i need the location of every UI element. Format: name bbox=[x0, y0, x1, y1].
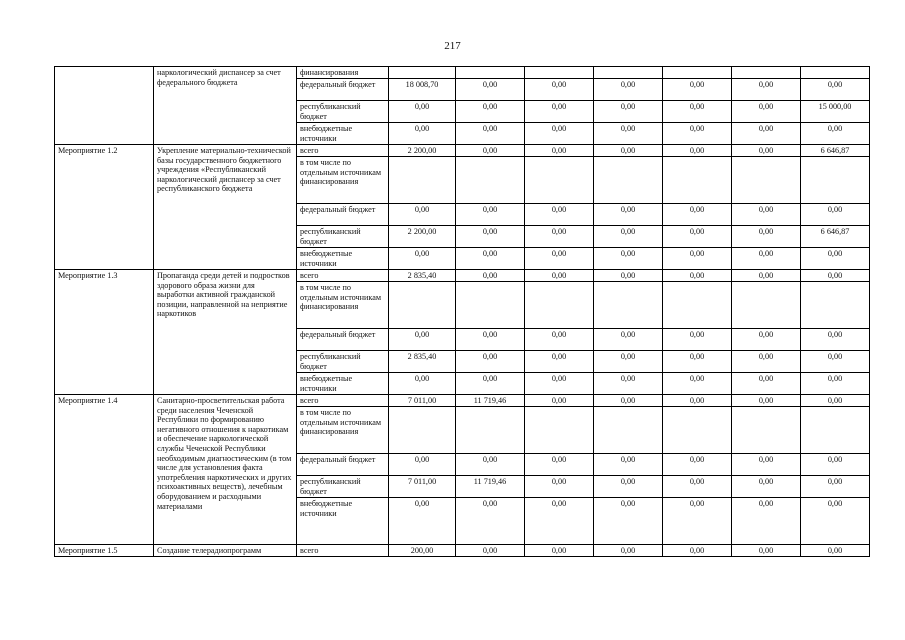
amount-cell bbox=[525, 157, 594, 204]
amount-cell: 0,00 bbox=[594, 270, 663, 282]
amount-cell: 0,00 bbox=[525, 270, 594, 282]
amount-cell: 0,00 bbox=[525, 329, 594, 351]
amount-cell: 0,00 bbox=[732, 123, 801, 145]
amount-cell: 0,00 bbox=[456, 123, 525, 145]
budget-table bbox=[54, 66, 870, 557]
amount-cell: 0,00 bbox=[456, 248, 525, 270]
amount-cell bbox=[663, 282, 732, 329]
amount-cell: 0,00 bbox=[594, 145, 663, 157]
amount-cell bbox=[389, 407, 456, 454]
funding-source: всего bbox=[297, 395, 389, 407]
amount-cell: 0,00 bbox=[663, 545, 732, 557]
amount-cell: 0,00 bbox=[594, 498, 663, 545]
amount-cell: 0,00 bbox=[663, 329, 732, 351]
amount-cell: 0,00 bbox=[594, 454, 663, 476]
amount-cell: 0,00 bbox=[594, 351, 663, 373]
amount-cell: 0,00 bbox=[525, 498, 594, 545]
amount-cell: 0,00 bbox=[663, 454, 732, 476]
funding-source: в том числе по отдельным источникам финансирования bbox=[297, 282, 389, 329]
amount-cell: 0,00 bbox=[732, 101, 801, 123]
measure-description: Пропаганда среди детей и подростков здорового образа жизни для выработки активной гражданской позиции, направленной на неприятие наркотиков bbox=[154, 270, 297, 395]
amount-cell: 0,00 bbox=[456, 101, 525, 123]
amount-cell: 0,00 bbox=[594, 476, 663, 498]
amount-cell: 0,00 bbox=[801, 204, 870, 226]
amount-cell: 0,00 bbox=[525, 476, 594, 498]
amount-cell bbox=[389, 282, 456, 329]
amount-cell bbox=[732, 157, 801, 204]
amount-cell: 0,00 bbox=[594, 248, 663, 270]
amount-cell: 11 719,46 bbox=[456, 476, 525, 498]
amount-cell: 0,00 bbox=[732, 476, 801, 498]
amount-cell: 0,00 bbox=[389, 498, 456, 545]
amount-cell: 0,00 bbox=[525, 545, 594, 557]
funding-source: в том числе по отдельным источникам финансирования bbox=[297, 157, 389, 204]
amount-cell bbox=[389, 157, 456, 204]
table-body bbox=[55, 67, 870, 557]
amount-cell: 18 008,70 bbox=[389, 79, 456, 101]
amount-cell: 0,00 bbox=[525, 226, 594, 248]
measure-code: Мероприятие 1.4 bbox=[55, 395, 154, 545]
amount-cell: 0,00 bbox=[456, 204, 525, 226]
amount-cell: 0,00 bbox=[732, 145, 801, 157]
amount-cell: 0,00 bbox=[456, 545, 525, 557]
amount-cell: 0,00 bbox=[456, 270, 525, 282]
amount-cell bbox=[801, 407, 870, 454]
amount-cell: 0,00 bbox=[525, 248, 594, 270]
amount-cell: 0,00 bbox=[456, 145, 525, 157]
amount-cell: 0,00 bbox=[525, 395, 594, 407]
amount-cell bbox=[801, 67, 870, 79]
amount-cell: 0,00 bbox=[732, 373, 801, 395]
funding-source: финансирования bbox=[297, 67, 389, 79]
amount-cell bbox=[456, 67, 525, 79]
amount-cell bbox=[732, 282, 801, 329]
amount-cell bbox=[594, 282, 663, 329]
amount-cell: 0,00 bbox=[801, 351, 870, 373]
amount-cell: 0,00 bbox=[663, 226, 732, 248]
amount-cell: 0,00 bbox=[801, 123, 870, 145]
amount-cell bbox=[663, 157, 732, 204]
amount-cell: 0,00 bbox=[525, 204, 594, 226]
amount-cell: 0,00 bbox=[801, 545, 870, 557]
amount-cell: 11 719,46 bbox=[456, 395, 525, 407]
amount-cell: 0,00 bbox=[801, 270, 870, 282]
amount-cell bbox=[801, 282, 870, 329]
amount-cell: 0,00 bbox=[801, 395, 870, 407]
amount-cell: 0,00 bbox=[456, 351, 525, 373]
amount-cell: 2 200,00 bbox=[389, 145, 456, 157]
amount-cell: 0,00 bbox=[525, 123, 594, 145]
amount-cell: 0,00 bbox=[732, 270, 801, 282]
amount-cell bbox=[594, 157, 663, 204]
amount-cell: 0,00 bbox=[389, 204, 456, 226]
funding-source: внебюджетные источники bbox=[297, 373, 389, 395]
measure-description: наркологический диспансер за счет федерального бюджета bbox=[154, 67, 297, 145]
amount-cell: 0,00 bbox=[732, 454, 801, 476]
funding-source: всего bbox=[297, 270, 389, 282]
amount-cell: 0,00 bbox=[663, 476, 732, 498]
amount-cell: 0,00 bbox=[594, 101, 663, 123]
amount-cell: 0,00 bbox=[594, 226, 663, 248]
amount-cell: 0,00 bbox=[525, 373, 594, 395]
amount-cell bbox=[456, 407, 525, 454]
amount-cell: 0,00 bbox=[663, 145, 732, 157]
amount-cell: 0,00 bbox=[594, 329, 663, 351]
amount-cell bbox=[389, 67, 456, 79]
measure-description: Создание телерадиопрограмм bbox=[154, 545, 297, 557]
amount-cell: 2 835,40 bbox=[389, 270, 456, 282]
amount-cell: 0,00 bbox=[732, 248, 801, 270]
funding-source: всего bbox=[297, 545, 389, 557]
funding-source: республиканский бюджет bbox=[297, 226, 389, 248]
amount-cell: 0,00 bbox=[663, 351, 732, 373]
table-row bbox=[55, 67, 870, 79]
amount-cell bbox=[732, 407, 801, 454]
measure-code: Мероприятие 1.2 bbox=[55, 145, 154, 270]
amount-cell bbox=[525, 67, 594, 79]
funding-source: федеральный бюджет bbox=[297, 79, 389, 101]
amount-cell: 0,00 bbox=[801, 454, 870, 476]
amount-cell: 0,00 bbox=[389, 329, 456, 351]
amount-cell: 0,00 bbox=[801, 476, 870, 498]
amount-cell: 2 200,00 bbox=[389, 226, 456, 248]
table-row bbox=[55, 270, 870, 282]
amount-cell: 0,00 bbox=[456, 329, 525, 351]
amount-cell: 0,00 bbox=[663, 204, 732, 226]
amount-cell: 0,00 bbox=[732, 395, 801, 407]
amount-cell: 0,00 bbox=[663, 101, 732, 123]
amount-cell bbox=[456, 282, 525, 329]
funding-source: внебюджетные источники bbox=[297, 498, 389, 545]
amount-cell: 0,00 bbox=[594, 545, 663, 557]
measure-description: Санитарно-просветительская работа среди населения Чеченской Республики по формированию негативного отношения к наркотикам и обеспечение наркологической службы Чеченской Республики необходимым диагностическим (в том числе для установления факта употребления наркотических и других психоактивных веществ), лечебным оборудованием и расходными материалами bbox=[154, 395, 297, 545]
amount-cell: 0,00 bbox=[801, 498, 870, 545]
funding-source: в том числе по отдельным источникам финансирования bbox=[297, 407, 389, 454]
amount-cell: 0,00 bbox=[389, 101, 456, 123]
amount-cell: 0,00 bbox=[594, 79, 663, 101]
amount-cell: 0,00 bbox=[456, 454, 525, 476]
amount-cell: 0,00 bbox=[663, 373, 732, 395]
amount-cell: 0,00 bbox=[525, 101, 594, 123]
amount-cell: 7 011,00 bbox=[389, 395, 456, 407]
funding-source: республиканский бюджет bbox=[297, 351, 389, 373]
amount-cell: 0,00 bbox=[663, 248, 732, 270]
measure-description: Укрепление материально-технической базы государственного бюджетного учреждения «Республиканский наркологический диспансер за счет республиканского бюджета bbox=[154, 145, 297, 270]
amount-cell: 15 000,00 bbox=[801, 101, 870, 123]
amount-cell: 0,00 bbox=[456, 79, 525, 101]
amount-cell: 0,00 bbox=[594, 395, 663, 407]
amount-cell: 0,00 bbox=[525, 351, 594, 373]
funding-source: всего bbox=[297, 145, 389, 157]
amount-cell bbox=[732, 67, 801, 79]
amount-cell: 0,00 bbox=[732, 498, 801, 545]
measure-code: Мероприятие 1.3 bbox=[55, 270, 154, 395]
amount-cell: 0,00 bbox=[732, 545, 801, 557]
amount-cell: 0,00 bbox=[456, 498, 525, 545]
amount-cell: 0,00 bbox=[389, 123, 456, 145]
funding-source: республиканский бюджет bbox=[297, 476, 389, 498]
amount-cell: 0,00 bbox=[801, 248, 870, 270]
measure-code: Мероприятие 1.5 bbox=[55, 545, 154, 557]
amount-cell: 0,00 bbox=[594, 373, 663, 395]
amount-cell: 0,00 bbox=[389, 373, 456, 395]
amount-cell bbox=[594, 67, 663, 79]
amount-cell: 0,00 bbox=[663, 498, 732, 545]
amount-cell bbox=[801, 157, 870, 204]
amount-cell: 0,00 bbox=[456, 226, 525, 248]
measure-code bbox=[55, 67, 154, 145]
amount-cell bbox=[525, 407, 594, 454]
funding-source: федеральный бюджет bbox=[297, 454, 389, 476]
amount-cell: 0,00 bbox=[732, 79, 801, 101]
amount-cell: 0,00 bbox=[732, 226, 801, 248]
table-row bbox=[55, 395, 870, 407]
amount-cell: 0,00 bbox=[732, 329, 801, 351]
amount-cell: 6 646,87 bbox=[801, 145, 870, 157]
amount-cell: 0,00 bbox=[663, 395, 732, 407]
table-row bbox=[55, 545, 870, 557]
amount-cell: 0,00 bbox=[525, 145, 594, 157]
amount-cell: 0,00 bbox=[663, 123, 732, 145]
amount-cell: 0,00 bbox=[663, 79, 732, 101]
amount-cell: 0,00 bbox=[525, 79, 594, 101]
amount-cell: 7 011,00 bbox=[389, 476, 456, 498]
amount-cell: 0,00 bbox=[732, 351, 801, 373]
amount-cell: 0,00 bbox=[594, 204, 663, 226]
amount-cell bbox=[663, 407, 732, 454]
amount-cell bbox=[663, 67, 732, 79]
amount-cell: 0,00 bbox=[732, 204, 801, 226]
amount-cell: 0,00 bbox=[525, 454, 594, 476]
amount-cell bbox=[594, 407, 663, 454]
amount-cell: 0,00 bbox=[594, 123, 663, 145]
amount-cell: 6 646,87 bbox=[801, 226, 870, 248]
amount-cell: 0,00 bbox=[456, 373, 525, 395]
amount-cell bbox=[456, 157, 525, 204]
page-number: 217 bbox=[444, 40, 461, 52]
amount-cell: 0,00 bbox=[801, 79, 870, 101]
amount-cell: 0,00 bbox=[801, 373, 870, 395]
funding-source: внебюджетные источники bbox=[297, 248, 389, 270]
amount-cell: 200,00 bbox=[389, 545, 456, 557]
amount-cell: 0,00 bbox=[389, 248, 456, 270]
amount-cell: 0,00 bbox=[801, 329, 870, 351]
funding-source: федеральный бюджет bbox=[297, 329, 389, 351]
amount-cell: 0,00 bbox=[663, 270, 732, 282]
amount-cell bbox=[525, 282, 594, 329]
amount-cell: 2 835,40 bbox=[389, 351, 456, 373]
funding-source: республиканский бюджет bbox=[297, 101, 389, 123]
funding-source: федеральный бюджет bbox=[297, 204, 389, 226]
amount-cell: 0,00 bbox=[389, 454, 456, 476]
table-row bbox=[55, 145, 870, 157]
funding-source: внебюджетные источники bbox=[297, 123, 389, 145]
